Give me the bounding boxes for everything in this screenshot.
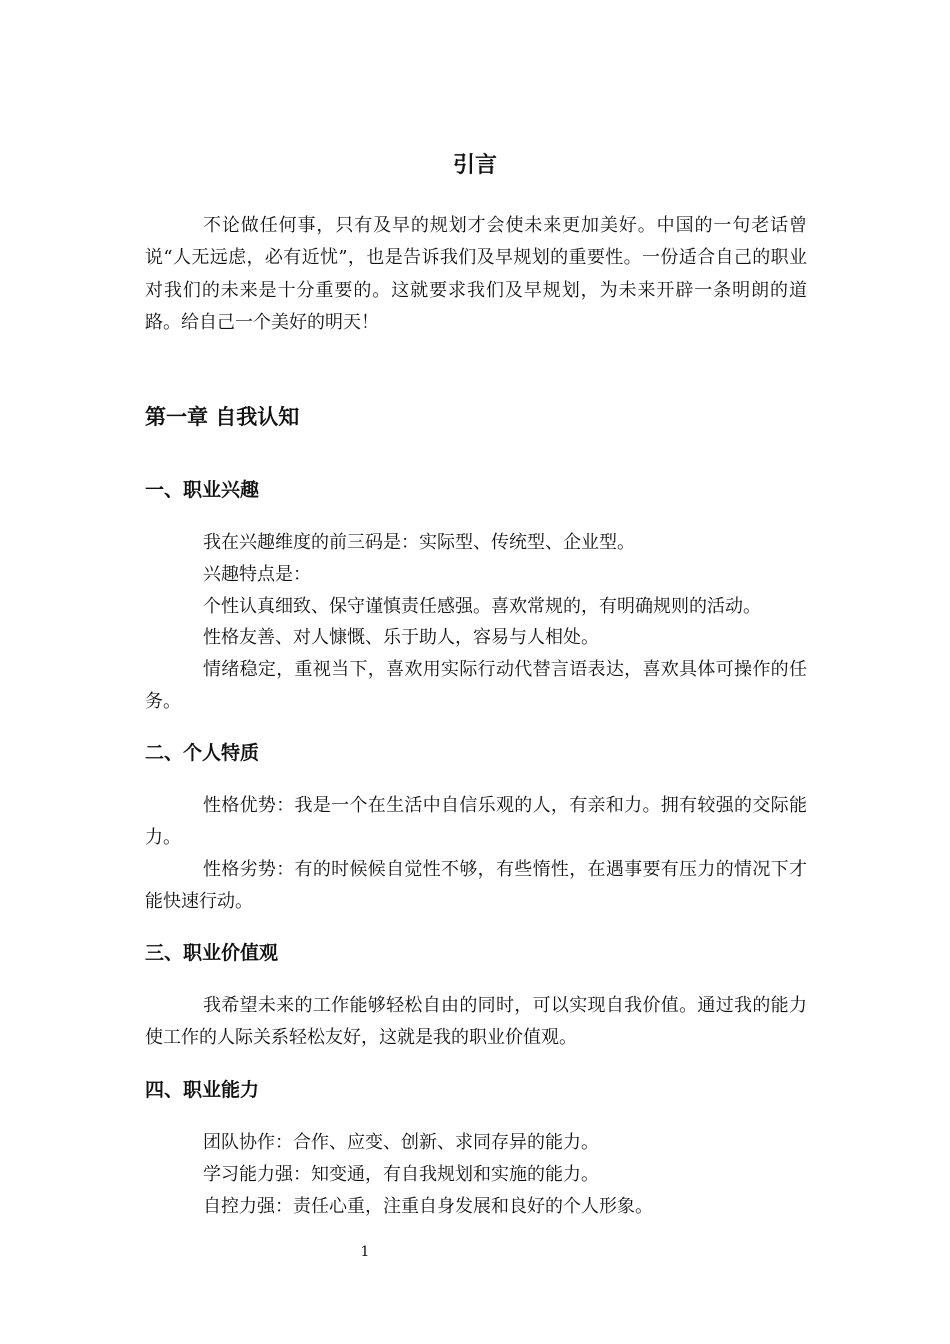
values-paragraph: 我希望未来的工作能够轻松自由的同时，可以实现自我价值。通过我的能力使工作的人际关系轻松友好，这就是我的职业价值观。	[145, 995, 807, 1049]
page-title: 引言	[452, 153, 497, 178]
interest-line: 我在兴趣维度的前三码是：实际型、传统型、企业型。	[203, 532, 635, 553]
section-heading-ability: 四、职业能力	[145, 1079, 260, 1101]
ability-line: 自控力强：责任心重，注重自身发展和良好的个人形象。	[203, 1196, 653, 1217]
interest-line: 个性认真细致、保守谨慎责任感强。喜欢常规的，有明确规则的活动。	[203, 596, 761, 617]
section-heading-traits: 二、个人特质	[145, 742, 260, 764]
ability-line: 团队协作：合作、应变、创新、求同存异的能力。	[203, 1132, 599, 1153]
traits-strength-paragraph: 性格优势：我是一个在生活中自信乐观的人，有亲和力。拥有较强的交际能力。	[145, 795, 807, 849]
chapter-heading: 第一章 自我认知	[145, 405, 300, 429]
traits-weakness-paragraph: 性格劣势：有的时候候自觉性不够，有些惰性，在遇事要有压力的情况下才能快速行动。	[145, 859, 807, 913]
interest-line: 兴趣特点是：	[203, 564, 311, 585]
interest-line: 性格友善、对人慷慨、乐于助人，容易与人相处。	[203, 627, 599, 648]
section-heading-interest: 一、职业兴趣	[145, 479, 260, 501]
interest-paragraph: 情绪稳定，重视当下，喜欢用实际行动代替言语表达，喜欢具体可操作的任务。	[145, 659, 807, 713]
intro-paragraph: 不论做任何事，只有及早的规划才会使未来更加美好。中国的一句老话曾说“人无远虑，必有近忧”，也是告诉我们及早规划的重要性。一份适合自己的职业对我们的未来是十分重要的。这就要求我们及早规划，为未来开辟一条明朗的道路。给自己一个美好的明天！	[145, 215, 807, 333]
page-number: 1	[360, 1244, 370, 1260]
ability-line: 学习能力强：知变通，有自我规划和实施的能力。	[203, 1164, 599, 1185]
section-heading-values: 三、职业价值观	[145, 942, 279, 964]
